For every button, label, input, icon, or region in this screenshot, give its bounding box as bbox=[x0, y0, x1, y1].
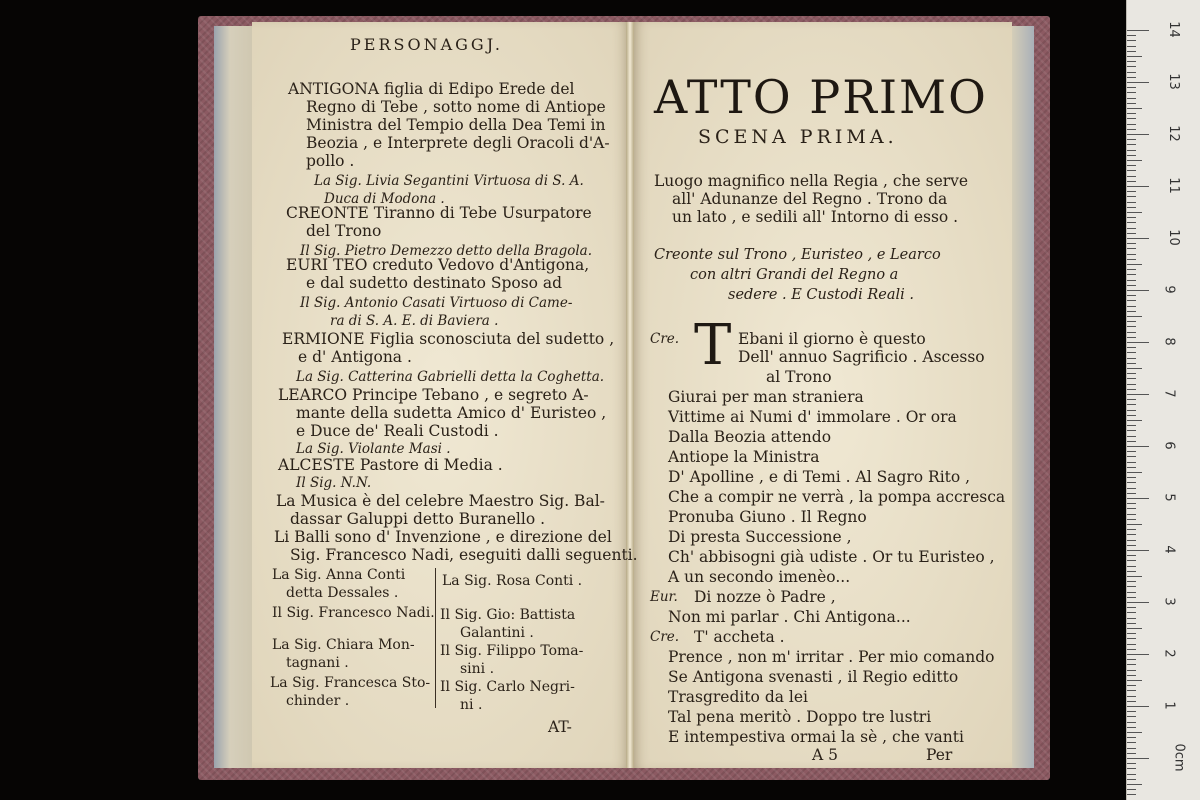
ruler-tick bbox=[1127, 670, 1136, 671]
ruler-tick bbox=[1127, 467, 1136, 468]
dancer-name: La Sig. Francesca Sto- bbox=[270, 675, 431, 691]
ruler-tick bbox=[1127, 306, 1136, 307]
ruler-tick bbox=[1127, 597, 1136, 598]
cast-line: del Trono bbox=[306, 222, 382, 240]
ruler-tick bbox=[1127, 560, 1136, 561]
cast-line: mante della sudetta Amico d' Euristeo , bbox=[296, 404, 607, 422]
ruler-tick bbox=[1127, 524, 1142, 525]
ruler-tick bbox=[1127, 233, 1136, 234]
verse-line: Tal pena meritò . Doppo tre lustri bbox=[668, 708, 932, 726]
verse-line: E intempestiva ormai la sè , che vanti bbox=[668, 728, 964, 746]
cast-line: ALCESTE Pastore di Media . bbox=[278, 456, 503, 474]
ruler-tick bbox=[1127, 623, 1136, 624]
ruler-tick bbox=[1127, 493, 1136, 494]
setting-line: Luogo magnifico nella Regia , che serve bbox=[654, 172, 969, 190]
ruler-tick bbox=[1127, 342, 1149, 343]
ruler-tick bbox=[1127, 706, 1149, 707]
verse-line: Trasgredito da lei bbox=[668, 688, 808, 706]
verse-line: Che a compir ne verrà , la pompa accresca bbox=[668, 488, 1006, 506]
ruler-tick bbox=[1127, 87, 1136, 88]
ruler-tick bbox=[1127, 763, 1136, 764]
singer-credit: La Sig. Catterina Gabrielli detta la Coghetta. bbox=[296, 369, 605, 385]
ruler-tick bbox=[1127, 77, 1136, 78]
ruler-tick bbox=[1127, 436, 1136, 437]
ruler-tick bbox=[1127, 633, 1136, 634]
verse-line: T' accheta . bbox=[694, 628, 785, 646]
credit-line: Li Balli sono d' Invenzione , e direzione del bbox=[274, 528, 612, 546]
ruler-tick bbox=[1127, 716, 1136, 717]
dancer-name: Il Sig. Filippo Toma- bbox=[440, 643, 584, 659]
ruler-tick bbox=[1127, 446, 1149, 447]
ruler-tick bbox=[1127, 441, 1136, 442]
ruler-tick bbox=[1127, 774, 1136, 775]
ruler-tick bbox=[1127, 191, 1136, 192]
cast-line: Regno di Tebe , sotto nome di Antiope bbox=[306, 98, 606, 116]
ruler-tick bbox=[1127, 779, 1136, 780]
ruler-tick bbox=[1127, 181, 1136, 182]
ruler-tick bbox=[1127, 368, 1142, 369]
ruler-tick bbox=[1127, 612, 1136, 613]
cast-line: EURI TEO creduto Vedovo d'Antigona, bbox=[286, 256, 590, 274]
dancer-name: Il Sig. Francesco Nadi. bbox=[272, 605, 435, 621]
ruler-number: 5 bbox=[1161, 493, 1177, 502]
ruler-tick bbox=[1127, 529, 1136, 530]
verse-line: Antiope la Ministra bbox=[668, 448, 820, 466]
scene-heading: SCENA PRIMA. bbox=[698, 126, 898, 148]
ruler-number: 13 bbox=[1165, 73, 1181, 90]
ruler-tick bbox=[1127, 540, 1136, 541]
credit-line: dassar Galuppi detto Buranello . bbox=[290, 510, 546, 528]
singer-credit: Il Sig. Pietro Demezzo detto della Bragola. bbox=[300, 243, 593, 259]
singer-credit: ra di S. A. E. di Baviera . bbox=[330, 313, 499, 329]
ruler-tick bbox=[1127, 545, 1136, 546]
ruler-tick bbox=[1127, 165, 1136, 166]
ruler-tick bbox=[1127, 581, 1136, 582]
ruler-tick bbox=[1127, 571, 1136, 572]
ruler-tick bbox=[1127, 98, 1136, 99]
ruler-tick bbox=[1127, 399, 1136, 400]
ruler-tick bbox=[1127, 592, 1136, 593]
ruler-tick bbox=[1127, 503, 1136, 504]
ruler-tick bbox=[1127, 113, 1136, 114]
cast-line: ANTIGONA figlia di Edipo Erede del bbox=[288, 80, 575, 98]
ruler-number: 11 bbox=[1165, 177, 1181, 194]
ruler-tick bbox=[1127, 456, 1136, 457]
ruler-tick bbox=[1127, 685, 1136, 686]
ruler-tick bbox=[1127, 274, 1136, 275]
ruler-tick bbox=[1127, 56, 1142, 57]
speaker-label: Cre. bbox=[650, 331, 680, 347]
ruler-tick bbox=[1127, 134, 1149, 135]
ruler-number: 8 bbox=[1161, 337, 1177, 346]
ruler-tick bbox=[1127, 696, 1136, 697]
catchword: Per bbox=[926, 746, 953, 764]
ruler-tick bbox=[1127, 124, 1136, 125]
ruler-number: 7 bbox=[1161, 389, 1177, 398]
ruler-number: 6 bbox=[1161, 441, 1177, 450]
ruler-tick bbox=[1127, 384, 1136, 385]
ruler-tick bbox=[1127, 259, 1136, 260]
dancer-name: tagnani . bbox=[286, 655, 349, 671]
ruler-tick bbox=[1127, 40, 1136, 41]
ruler-tick bbox=[1127, 295, 1136, 296]
ruler-tick bbox=[1127, 628, 1142, 629]
ruler-tick bbox=[1127, 337, 1136, 338]
ruler-tick bbox=[1127, 404, 1136, 405]
ruler-tick bbox=[1127, 794, 1136, 795]
ruler-tick bbox=[1127, 155, 1136, 156]
verse-line: Non mi parlar . Chi Antigona... bbox=[668, 608, 911, 626]
credit-line: La Musica è del celebre Maestro Sig. Bal- bbox=[276, 492, 605, 510]
verse-line: Di nozze ò Padre , bbox=[694, 588, 836, 606]
ruler-tick bbox=[1127, 92, 1136, 93]
dancer-name: La Sig. Rosa Conti . bbox=[442, 573, 583, 589]
ruler-tick bbox=[1127, 82, 1149, 83]
ruler-number: 12 bbox=[1165, 125, 1181, 142]
ruler-tick bbox=[1127, 644, 1136, 645]
ruler-tick bbox=[1127, 332, 1136, 333]
ruler-tick bbox=[1127, 498, 1149, 499]
ruler-tick bbox=[1127, 722, 1136, 723]
ruler-tick bbox=[1127, 389, 1136, 390]
ruler-tick bbox=[1127, 290, 1149, 291]
left-page-edges bbox=[214, 26, 254, 768]
ruler-tick bbox=[1127, 727, 1136, 728]
ruler-tick bbox=[1127, 675, 1136, 676]
ruler-number: 4 bbox=[1161, 545, 1177, 554]
dancer-name: sini . bbox=[460, 661, 495, 677]
ruler-tick bbox=[1127, 488, 1136, 489]
verse-line: Vittime ai Numi d' immolare . Or ora bbox=[668, 408, 957, 426]
ruler-tick bbox=[1127, 566, 1136, 567]
ruler-tick bbox=[1127, 732, 1142, 733]
ruler-tick bbox=[1127, 326, 1136, 327]
ruler-tick bbox=[1127, 555, 1136, 556]
page-header: PERSONAGGJ. bbox=[350, 35, 503, 54]
ruler-tick bbox=[1127, 690, 1136, 691]
ruler-tick bbox=[1127, 321, 1136, 322]
singer-credit: La Sig. Violante Masi . bbox=[296, 441, 451, 457]
cast-line: pollo . bbox=[306, 152, 355, 170]
ruler-tick bbox=[1127, 576, 1142, 577]
ruler-tick bbox=[1127, 243, 1136, 244]
ruler-tick bbox=[1127, 638, 1136, 639]
ruler-tick bbox=[1127, 711, 1136, 712]
verse-line: Giurai per man straniera bbox=[668, 388, 864, 406]
ruler-tick bbox=[1127, 150, 1136, 151]
ruler-tick bbox=[1127, 196, 1136, 197]
stage-direction: Creonte sul Trono , Euristeo , e Learco bbox=[654, 247, 941, 263]
act-title: ATTO PRIMO bbox=[654, 70, 988, 124]
ruler-tick bbox=[1127, 316, 1142, 317]
cast-line: LEARCO Principe Tebano , e segreto A- bbox=[278, 386, 589, 404]
ruler-tick bbox=[1127, 534, 1136, 535]
stage-direction: con altri Grandi del Regno a bbox=[690, 267, 899, 283]
ruler-tick bbox=[1127, 46, 1136, 47]
credit-line: Sig. Francesco Nadi, eseguiti dalli seguenti. bbox=[290, 546, 638, 564]
ruler-tick bbox=[1127, 654, 1149, 655]
ruler-tick bbox=[1127, 212, 1142, 213]
ruler-tick bbox=[1127, 737, 1136, 738]
verse-line: Di presta Successione , bbox=[668, 528, 852, 546]
dancer-name: La Sig. Anna Conti bbox=[272, 567, 406, 583]
signature-mark: A 5 bbox=[812, 746, 838, 764]
ruler-tick bbox=[1127, 462, 1136, 463]
ruler-tick bbox=[1127, 108, 1142, 109]
ruler-tick bbox=[1127, 618, 1136, 619]
cast-line: Beozia , e Interprete degli Oracoli d'A- bbox=[306, 134, 610, 152]
singer-credit: Duca di Modona . bbox=[324, 191, 445, 207]
verse-line: al Trono bbox=[766, 368, 832, 386]
ruler-tick bbox=[1127, 451, 1136, 452]
ruler-tick bbox=[1127, 248, 1136, 249]
ruler-tick bbox=[1127, 394, 1149, 395]
ruler-tick bbox=[1127, 264, 1142, 265]
ruler-tick bbox=[1127, 768, 1136, 769]
ruler-number: 14 bbox=[1165, 21, 1181, 38]
dancer-name: detta Dessales . bbox=[286, 585, 399, 601]
ruler-tick bbox=[1127, 550, 1149, 551]
speaker-label: Eur. bbox=[650, 589, 678, 605]
cast-line: ERMIONE Figlia sconosciuta del sudetto , bbox=[282, 330, 615, 348]
ruler-tick bbox=[1127, 753, 1136, 754]
ruler-tick bbox=[1127, 176, 1136, 177]
ruler-tick bbox=[1127, 472, 1142, 473]
ruler-tick bbox=[1127, 202, 1136, 203]
ruler-tick bbox=[1127, 352, 1136, 353]
ruler-tick bbox=[1127, 410, 1136, 411]
cast-line: e d' Antigona . bbox=[298, 348, 412, 366]
ruler-tick bbox=[1127, 758, 1149, 759]
ruler-number: 0cm bbox=[1171, 743, 1187, 772]
ruler-tick bbox=[1127, 35, 1136, 36]
ruler-tick bbox=[1127, 789, 1136, 790]
ruler-tick bbox=[1127, 425, 1136, 426]
ruler-tick bbox=[1127, 519, 1136, 520]
singer-credit: Il Sig. N.N. bbox=[296, 475, 372, 491]
verse-line: Prence , non m' irritar . Per mio comando bbox=[668, 648, 995, 666]
cast-line: CREONTE Tiranno di Tebe Usurpatore bbox=[286, 204, 592, 222]
dancer-name: chinder . bbox=[286, 693, 350, 709]
ruler-tick bbox=[1127, 170, 1136, 171]
dancer-name: ni . bbox=[460, 697, 483, 713]
verse-line: A un secondo imenèo... bbox=[668, 568, 851, 586]
ruler-tick bbox=[1127, 160, 1142, 161]
ruler-tick bbox=[1127, 103, 1136, 104]
verse-line: Ch' abbisogni già udiste . Or tu Euristeo , bbox=[668, 548, 995, 566]
ruler-tick bbox=[1127, 514, 1136, 515]
column-divider bbox=[435, 568, 436, 708]
ruler-tick bbox=[1127, 420, 1142, 421]
ruler-tick bbox=[1127, 784, 1142, 785]
verse-line: Pronuba Giuno . Il Regno bbox=[668, 508, 867, 526]
measurement-ruler bbox=[1126, 0, 1200, 800]
cast-line: e Duce de' Reali Custodi . bbox=[296, 422, 499, 440]
ruler-number: 2 bbox=[1161, 649, 1177, 658]
ruler-tick bbox=[1127, 602, 1149, 603]
ruler-tick bbox=[1127, 285, 1136, 286]
ruler-tick bbox=[1127, 238, 1149, 239]
speaker-label: Cre. bbox=[650, 629, 680, 645]
ruler-tick bbox=[1127, 680, 1142, 681]
dancer-name: Il Sig. Gio: Battista bbox=[440, 607, 576, 623]
stage-direction: sedere . E Custodi Reali . bbox=[728, 287, 915, 303]
ruler-tick bbox=[1127, 358, 1136, 359]
ruler-tick bbox=[1127, 228, 1136, 229]
ruler-tick bbox=[1127, 66, 1136, 67]
book-gutter bbox=[626, 22, 634, 768]
singer-credit: Il Sig. Antonio Casati Virtuoso di Came- bbox=[300, 295, 573, 311]
ruler-tick bbox=[1127, 269, 1136, 270]
ruler-tick bbox=[1127, 311, 1136, 312]
ruler-number: 9 bbox=[1161, 285, 1177, 294]
ruler-tick bbox=[1127, 586, 1136, 587]
dancer-name: Galantini . bbox=[460, 625, 534, 641]
dancer-name: La Sig. Chiara Mon- bbox=[272, 637, 415, 653]
ruler-number: 1 bbox=[1161, 701, 1177, 710]
ruler-tick bbox=[1127, 347, 1136, 348]
ruler-tick bbox=[1127, 300, 1136, 301]
cast-line: e dal sudetto destinato Sposo ad bbox=[306, 274, 563, 292]
ruler-tick bbox=[1127, 217, 1136, 218]
right-page-edges bbox=[1010, 26, 1034, 768]
ruler-number: 3 bbox=[1161, 597, 1177, 606]
ruler-tick bbox=[1127, 378, 1136, 379]
ruler-tick bbox=[1127, 254, 1136, 255]
ruler-tick bbox=[1127, 664, 1136, 665]
ruler-tick bbox=[1127, 222, 1136, 223]
ruler-tick bbox=[1127, 72, 1136, 73]
ruler-tick bbox=[1127, 280, 1136, 281]
setting-line: un lato , e sedili all' Intorno di esso . bbox=[672, 208, 959, 226]
verse-line: Dalla Beozia attendo bbox=[668, 428, 832, 446]
verse-line: Ebani il giorno è questo bbox=[738, 330, 926, 348]
verse-line: D' Apolline , e di Temi . Al Sagro Rito , bbox=[668, 468, 971, 486]
ruler-tick bbox=[1127, 607, 1136, 608]
setting-line: all' Adunanze del Regno . Trono da bbox=[672, 190, 948, 208]
ruler-tick bbox=[1127, 30, 1149, 31]
dancer-name: Il Sig. Carlo Negri- bbox=[440, 679, 575, 695]
ruler-tick bbox=[1127, 649, 1136, 650]
ruler-tick bbox=[1127, 482, 1136, 483]
ruler-tick bbox=[1127, 373, 1136, 374]
drop-cap: T bbox=[694, 313, 732, 378]
verse-line: Dell' annuo Sagrificio . Ascesso bbox=[738, 348, 985, 366]
ruler-tick bbox=[1127, 118, 1136, 119]
ruler-number: 10 bbox=[1165, 229, 1181, 246]
catchword: AT- bbox=[548, 718, 572, 736]
cast-line: Ministra del Tempio della Dea Temi in bbox=[306, 116, 606, 134]
ruler-tick bbox=[1127, 363, 1136, 364]
ruler-tick bbox=[1127, 144, 1136, 145]
ruler-tick bbox=[1127, 139, 1136, 140]
ruler-tick bbox=[1127, 207, 1136, 208]
ruler-tick bbox=[1127, 742, 1136, 743]
ruler-tick bbox=[1127, 701, 1136, 702]
ruler-tick bbox=[1127, 129, 1136, 130]
ruler-tick bbox=[1127, 508, 1136, 509]
ruler-tick bbox=[1127, 430, 1136, 431]
ruler-tick bbox=[1127, 748, 1136, 749]
ruler-tick bbox=[1127, 51, 1136, 52]
verse-line: Se Antigona svenasti , il Regio editto bbox=[668, 668, 959, 686]
ruler-tick bbox=[1127, 415, 1136, 416]
ruler-tick bbox=[1127, 186, 1149, 187]
ruler-tick bbox=[1127, 61, 1136, 62]
ruler-tick bbox=[1127, 659, 1136, 660]
ruler-tick bbox=[1127, 477, 1136, 478]
singer-credit: La Sig. Livia Segantini Virtuosa di S. A. bbox=[314, 173, 584, 189]
